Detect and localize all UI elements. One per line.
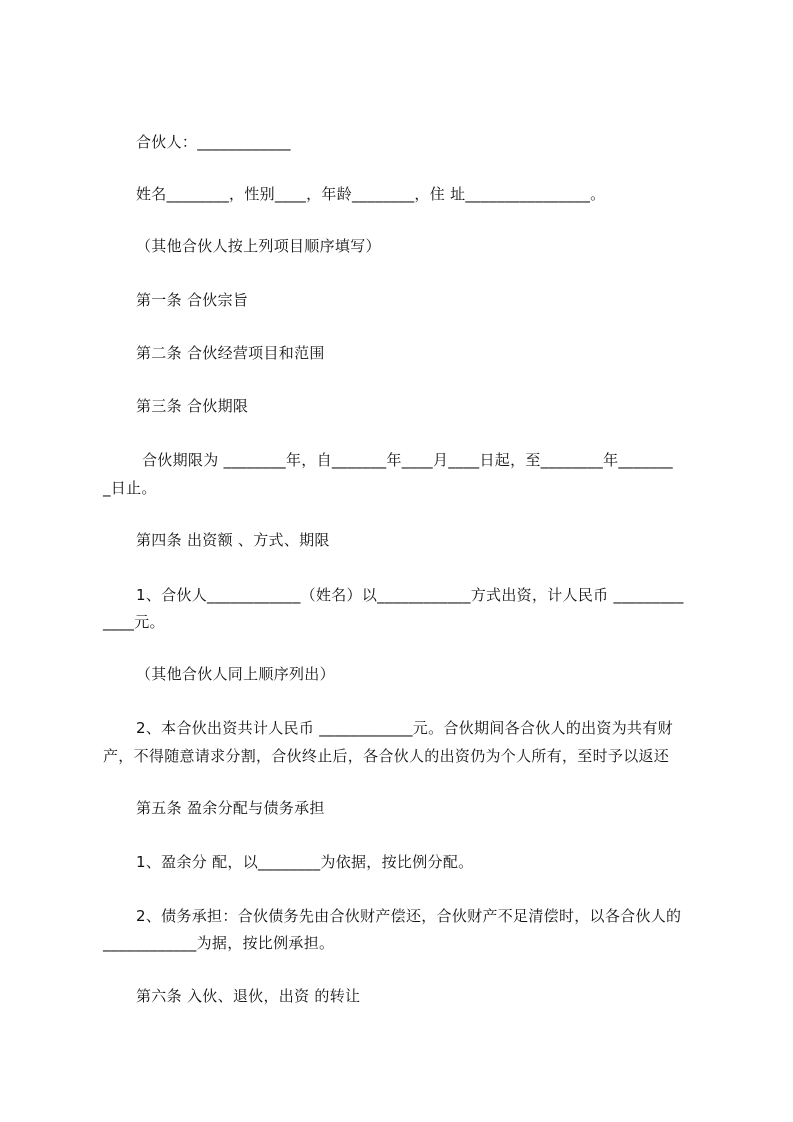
contribution-line-2: ____元。 xyxy=(103,613,165,631)
article-1-heading: 第一条 合伙宗旨 xyxy=(136,291,249,309)
article-5-heading: 第五条 盈余分配与债务承担 xyxy=(136,799,325,817)
debt-line-2: ____________为据，按比例承担。 xyxy=(103,934,335,952)
article-4-heading: 第四条 出资额 、方式、期限 xyxy=(136,531,330,549)
debt-line-1: 2、债务承担：合伙债务先由合伙财产偿还，合伙财产不足清偿时，以各合伙人的 xyxy=(136,907,682,925)
partner-info-line: 姓名________，性别____，年龄________，住 址________________。 xyxy=(136,185,606,203)
term-line-2: _日止。 xyxy=(103,479,157,497)
article-3-heading: 第三条 合伙期限 xyxy=(136,397,249,415)
other-partners-note: （其他合伙人按上列项目顺序填写） xyxy=(136,237,381,255)
profit-distribution-line: 1、盈余分 配，以________为依据，按比例分配。 xyxy=(136,853,474,871)
article-6-heading: 第六条 入伙、退伙，出资 的转让 xyxy=(136,987,361,1005)
partner-label-line: 合伙人：____________ xyxy=(136,133,291,151)
other-partners-order-note: （其他合伙人同上顺序列出） xyxy=(136,665,335,683)
total-contribution-line-2: 产，不得随意请求分割，合伙终止后，各合伙人的出资仍为个人所有，至时予以返还 xyxy=(103,747,670,765)
total-contribution-line-1: 2、本合伙出资共计人民币 ____________元。合伙期间各合伙人的出资为共有财 xyxy=(136,719,673,737)
term-line-1: 合伙期限为 ________年，自_______年____月____日起，至________年_______ xyxy=(142,451,673,469)
article-2-heading: 第二条 合伙经营项目和范围 xyxy=(136,344,325,362)
contribution-line-1: 1、合伙人____________（姓名）以____________方式出资，计人民币 _________ xyxy=(136,586,684,604)
